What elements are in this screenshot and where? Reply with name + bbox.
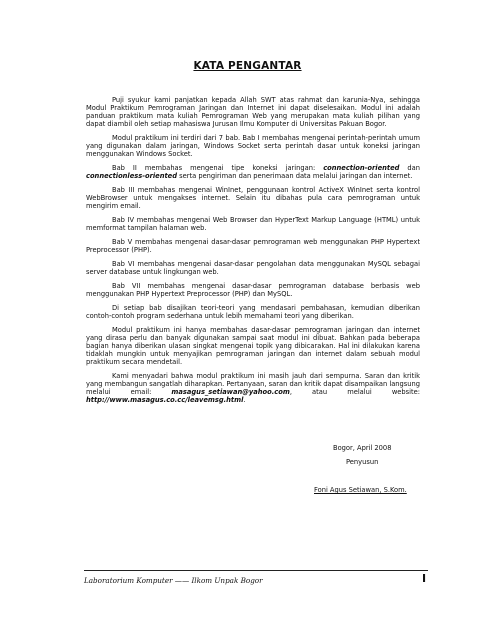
website-link[interactable]: http://www.masagus.co.cc/leavemsg.html (86, 396, 244, 404)
page-title: KATA PENGANTAR (193, 60, 302, 72)
contact-post: . (243, 396, 246, 404)
bab-2-post: serta pengiriman dan penerimaan data melalui jaringan dan internet. (177, 172, 413, 180)
bab-2-mid: dan (399, 164, 420, 172)
signature-place-date: Bogor, April 2008 (333, 444, 392, 452)
paragraph-teori: Di setiap bab disajikan teori-teori yang mendasari pembahasan, kemudian diberikan contoh-contoh program sederhana untuk lebih memahami teori yang diberikan. (86, 304, 420, 320)
page-number: I (422, 572, 427, 585)
paragraph-bab-2 (86, 164, 420, 180)
paragraph-bab-5: Bab V membahas mengenai dasar-dasar pemrograman web menggunakan PHP Hypertext Preprocessor (PHP). (86, 238, 420, 254)
contact-mid: , atau melalui website: (289, 388, 420, 396)
contact-pre: Kami menyadari bahwa modul praktikum ini masih jauh dari sempurna. Saran dan kritik yang membangun sangatlah diharapkan. Pertanyaan, saran dan kritik dapat disampaikan langsung melalui email: (86, 372, 420, 396)
signature-role: Penyusun (346, 458, 379, 466)
footer-divider (84, 570, 428, 571)
paragraph-bab-4: Bab IV membahas mengenai Web Browser dan HyperText Markup Language (HTML) untuk memformat tampilan halaman web. (86, 216, 420, 232)
bab-2-pre: Bab II membahas mengenai tipe koneksi jaringan: (112, 164, 324, 172)
paragraph-bab-6: Bab VI membahas mengenai dasar-dasar pengolahan data menggunakan MySQL sebagai server database untuk lingkungan web. (86, 260, 420, 276)
email-link[interactable]: masagus_setiawan@yahoo.com (171, 388, 290, 396)
preface-body (86, 96, 420, 404)
term-connectionless-oriented: connectionless-oriented (86, 172, 177, 180)
term-connection-oriented: connection-oriented (323, 164, 400, 172)
signature-name: Foni Agus Setiawan, S.Kom. (314, 486, 407, 494)
paragraph-scope: Modul praktikum ini hanya membahas dasar-dasar pemrograman jaringan dan internet yang dirasa perlu dan banyak digunakan sampai saat modul ini dibuat. Bahkan pada beberapa bagian hanya diberikan ulasan singkat mengenai topik yang dibicarakan. Hal ini dilakukan karena tidaklah mungkin untuk menyajikan pemrograman jaringan dan internet dalam sebuah modul praktikum secara mendetail. (86, 326, 420, 366)
paragraph-contact (86, 372, 420, 404)
footer-text: Laboratorium Komputer —— Ilkom Unpak Bogor (84, 576, 263, 585)
paragraph-intro: Puji syukur kami panjatkan kepada Allah SWT atas rahmat dan karunia-Nya, sehingga Modul Praktikum Pemrograman Jaringan dan Internet ini dapat diselesaikan. Modul ini adalah panduan praktikum mata kuliah Pemrograman Web yang merupakan mata kuliah pilihan yang dapat diambil oleh setiap mahasiswa Jurusan Ilmu Komputer di Universitas Pakuan Bogor. (86, 96, 420, 128)
paragraph-bab-3: Bab III membahas mengenai WinInet, penggunaan kontrol ActiveX WinInet serta kontrol WebBrowser untuk mengakses internet. Selain itu dibahas pula cara pemrograman untuk mengirim email. (86, 186, 420, 210)
paragraph-bab-7: Bab VII membahas mengenai dasar-dasar pemrograman database berbasis web menggunakan PHP Hypertext Preprocessor (PHP) dan MySQL. (86, 282, 420, 298)
paragraph-bab-1: Modul praktikum ini terdiri dari 7 bab. Bab I membahas mengenai perintah-perintah umum yang digunakan dalam jaringan, Windows Socket serta perintah dasar untuk koneksi jaringan menggunakan Windows Socket. (86, 134, 420, 158)
